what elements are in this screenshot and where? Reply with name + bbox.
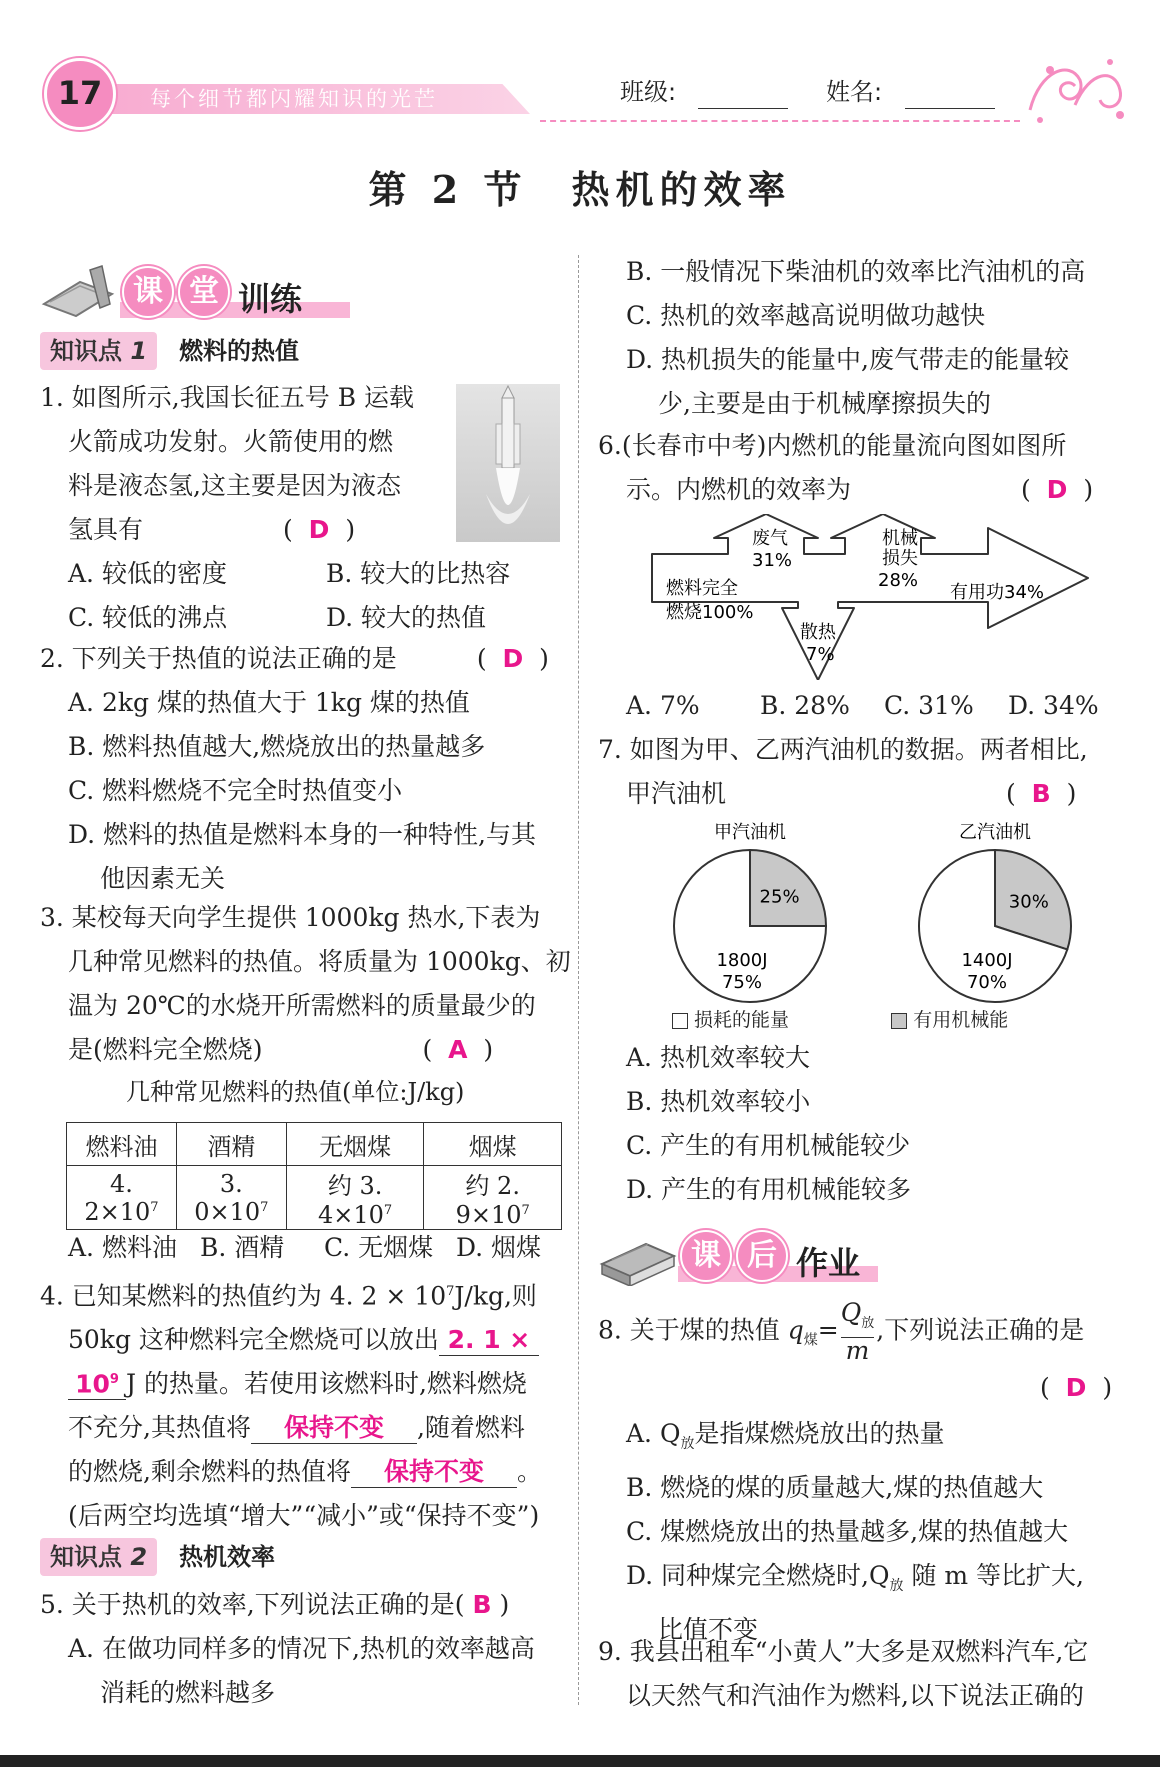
table-header-row: 燃料油 酒精 无烟煤 烟煤 [67, 1123, 562, 1166]
q3-option-b[interactable]: B. 酒精 [200, 1233, 285, 1262]
pie-label-loss-percent: 70% [966, 972, 1008, 993]
q6-option-c[interactable]: C. 31% [884, 691, 974, 720]
pie-title-yi: 乙汽油机 [959, 822, 1031, 843]
q5-option-a[interactable]: A. 在做功同样多的情况下,热机的效率越高 [68, 1634, 535, 1663]
table-row: 4. $2\times 10^7$ 3. $0\times 10^7$ 约 3. $4\times 10^7$ 约 2. $9\times 10^7$ [67, 1166, 562, 1230]
q7-answer: B [1031, 779, 1051, 808]
q7-option-c[interactable]: C. 产生的有用机械能较少 [626, 1131, 911, 1160]
name-label: 姓名: [826, 78, 883, 106]
svg-text:有用功34%: 有用功34% [950, 582, 1045, 603]
q2-option-d[interactable]: D. 燃料的热值是燃料本身的一种特性,与其 [68, 820, 536, 849]
rocket-icon [456, 384, 560, 542]
q3-option-c[interactable]: C. 无烟煤 [324, 1233, 434, 1262]
q4-answer-3[interactable]: 保持不变 [351, 1457, 517, 1488]
q5-option-c[interactable]: C. 热机的效率越高说明做功越快 [626, 301, 986, 330]
energy-flow-diagram [650, 514, 1090, 680]
q6-option-a[interactable]: A. 7% [626, 691, 700, 720]
svg-text:损失: 损失 [882, 548, 918, 569]
knowledge-point-2: 知识点 2 热机效率 [40, 1538, 275, 1576]
pie-label-loss-joules: 1400J [961, 950, 1013, 971]
q5-answer: B [472, 1590, 492, 1619]
rocket-photo [456, 384, 560, 542]
q6-answer: D [1046, 475, 1068, 504]
notebook-pen-icon [40, 264, 120, 320]
kp1-name: 燃料的热值 [179, 337, 300, 365]
fuel-heat-table [66, 1122, 562, 1230]
q2-option-c[interactable]: C. 燃料燃烧不完全时热值变小 [68, 776, 403, 805]
q7-option-b[interactable]: B. 热机效率较小 [626, 1087, 811, 1116]
question-8-options: A. $Q_放$是指煤燃烧放出的热量 B. 燃烧的煤的质量越大,煤的热值越大 C. 煤燃烧放出的热量越多,煤的热值越大 D. 同种煤完全燃烧时$,Q_放$ 随 m 等比扩大, 比值不变 [626, 1412, 1084, 1652]
pie-label-loss-joules: 1800J [716, 950, 768, 971]
q7-option-d[interactable]: D. 产生的有用机械能较多 [626, 1175, 912, 1204]
q1-option-c[interactable]: C. 较低的沸点 [68, 603, 228, 632]
q1-answer: D [308, 515, 330, 544]
question-9: 9. 我县出租车“小黄人”大多是双燃料汽车,它 以天然气和汽油作为燃料,以下说法正确的 [598, 1637, 1089, 1710]
svg-text:散热: 散热 [800, 622, 836, 643]
question-5: 5. 关于热机的效率,下列说法正确的是( B ) A. 在做功同样多的情况下,热机的效率越高 消耗的燃料越多 [40, 1590, 535, 1707]
q3-answer: A [448, 1035, 468, 1064]
knowledge-point-1: 知识点 1 燃料的热值 [40, 332, 299, 370]
section-title: 训练 [238, 279, 303, 318]
q3-option-d[interactable]: D. 烟煤 [456, 1233, 542, 1262]
section-char-2: 堂 [178, 266, 230, 318]
q2-option-a[interactable]: A. 2kg 煤的热值大于 1kg 煤的热值 [68, 688, 470, 717]
q8-option-d[interactable]: D. 同种煤完全燃烧时$,Q_放$ 随 m 等比扩大, [626, 1561, 1084, 1594]
svg-text:7%: 7% [806, 644, 835, 665]
section-char-1: 课 [680, 1230, 732, 1282]
q1-option-b[interactable]: B. 较大的比热容 [326, 559, 511, 588]
q7-option-a[interactable]: A. 热机效率较大 [626, 1043, 810, 1072]
question-1-options [68, 552, 510, 640]
q8-option-a[interactable]: A. $Q_放$是指煤燃烧放出的热量 [626, 1419, 945, 1452]
kp2-name: 热机效率 [179, 1543, 276, 1571]
svg-text:28%: 28% [878, 570, 919, 591]
page-number: 17 [57, 74, 103, 112]
books-icon [598, 1230, 678, 1286]
section-title: 作业 [796, 1243, 861, 1282]
q3-option-a[interactable]: A. 燃料油 [68, 1233, 177, 1262]
svg-text:废气: 废气 [752, 528, 788, 549]
q8-option-b[interactable]: B. 燃烧的煤的质量越大,煤的热值越大 [626, 1473, 1044, 1502]
class-label: 班级: [620, 78, 677, 106]
column-divider [578, 255, 579, 1705]
q1-option-d[interactable]: D. 较大的热值 [326, 603, 487, 632]
engine-pie-charts [620, 816, 1120, 1036]
q4-answer-2[interactable]: 保持不变 [251, 1413, 417, 1444]
legend-swatch-loss [672, 1013, 688, 1029]
flourish-ornament [1020, 50, 1130, 130]
question-6-options [626, 684, 1099, 728]
pie-title-jia: 甲汽油机 [714, 822, 786, 843]
q8-answer-line: ( D ) [1040, 1373, 1113, 1402]
question-5-continued: B. 一般情况下柴油机的效率比汽油机的高 C. 热机的效率越高说明做功越快 D. 热机损失的能量中,废气带走的能量较 少,主要是由于机械摩擦损失的 [626, 250, 1085, 426]
question-3: 3. 某校每天向学生提供 1000kg 热水,下表为 几种常见燃料的热值。将质量为 1000kg、初 温为 20℃的水烧开所需燃料的质量最少的 是(燃料完全燃烧) ( A ) [40, 903, 571, 1064]
q2-option-b[interactable]: B. 燃料热值越大,燃烧放出的热量越多 [68, 732, 486, 761]
question-7: 7. 如图为甲、乙两汽油机的数据。两者相比, 甲汽油机 ( B ) [598, 735, 1088, 808]
legend-useful: 有用机械能 [913, 1009, 1009, 1031]
section-class-training [40, 262, 310, 322]
q1-option-a[interactable]: A. 较低的密度 [68, 559, 227, 588]
q6-option-d[interactable]: D. 34% [1008, 691, 1099, 720]
header-slogan: 每个细节都闪耀知识的光芒 [150, 87, 438, 111]
pie-label-useful: 30% [1008, 891, 1049, 913]
svg-text:31%: 31% [752, 550, 793, 571]
class-field[interactable] [698, 108, 788, 109]
page-title: 第 2 节 热机的效率 [368, 167, 792, 212]
page-number-badge [44, 58, 116, 130]
section-char-1: 课 [122, 266, 174, 318]
q4-answer-1b[interactable]: $10^9$ [68, 1365, 126, 1400]
pie-legend [672, 1006, 1008, 1034]
section-homework [598, 1226, 878, 1286]
legend-swatch-useful [891, 1013, 907, 1029]
q8-option-c[interactable]: C. 煤燃烧放出的热量越多,煤的热值越大 [626, 1517, 1069, 1546]
q5-option-b[interactable]: B. 一般情况下柴油机的效率比汽油机的高 [626, 257, 1086, 286]
bottom-bar [0, 1755, 1160, 1767]
q5-option-d[interactable]: D. 热机损失的能量中,废气带走的能量较 [626, 345, 1069, 374]
question-8: 8. 关于煤的热值 $q_煤=$ $Q_放$ m ,下列说法正确的是 [598, 1298, 1085, 1365]
header [0, 40, 1160, 130]
question-1: 1. 如图所示,我国长征五号 B 运载 火箭成功发射。火箭使用的燃 料是液态氢,这主要是因为液态 氢具有 ( D ) [40, 383, 415, 544]
pie-label-useful: 25% [759, 886, 800, 908]
q8-answer: D [1065, 1373, 1087, 1402]
question-2: 2. 下列关于热值的说法正确的是 ( D ) A. 2kg 煤的热值大于 1kg 煤的热值 B. 燃料热值越大,燃烧放出的热量越多 C. 燃料燃烧不完全时热值变小 D. 燃料的热值是燃料本身的一种特性,与其 他因素无关 [40, 644, 549, 893]
header-dashed-line [540, 120, 1020, 122]
section-char-2: 后 [736, 1230, 788, 1282]
pie-label-loss-percent: 75% [721, 972, 763, 993]
legend-loss: 损耗的能量 [694, 1009, 790, 1031]
svg-text:机械: 机械 [882, 528, 918, 549]
q6-option-b[interactable]: B. 28% [760, 691, 850, 720]
fuel-table-caption: 几种常见燃料的热值(单位:J/kg) [126, 1078, 465, 1106]
q2-answer: D [502, 644, 524, 673]
name-field[interactable] [905, 108, 995, 109]
svg-text:燃烧100%: 燃烧100% [666, 602, 754, 623]
question-6: 6.(长春市中考)内燃机的能量流向图如图所 示。内燃机的效率为 ( D ) [598, 431, 1094, 504]
svg-text:燃料完全: 燃料完全 [666, 578, 738, 599]
q4-answer-1a[interactable]: 2. 1 × [439, 1325, 539, 1356]
question-7-options [626, 1036, 911, 1212]
question-3-options [68, 1226, 541, 1270]
heat-value-formula: $Q_放$ m [840, 1298, 875, 1365]
question-4: 4. 已知某燃料的热值约为 4. $2 \times 10^7J/kg$,则 50kg 这种燃料完全燃烧可以放出 2. 1 × $10^9$ J 的热量。若使用该燃料时,燃料燃烧 不充分,其热值将 保持不变 ,随着燃料 的燃烧,剩余燃料的热值将 保持不变 。 (后两空均选填“增大”“减小”或“保持不变”) [40, 1281, 542, 1531]
